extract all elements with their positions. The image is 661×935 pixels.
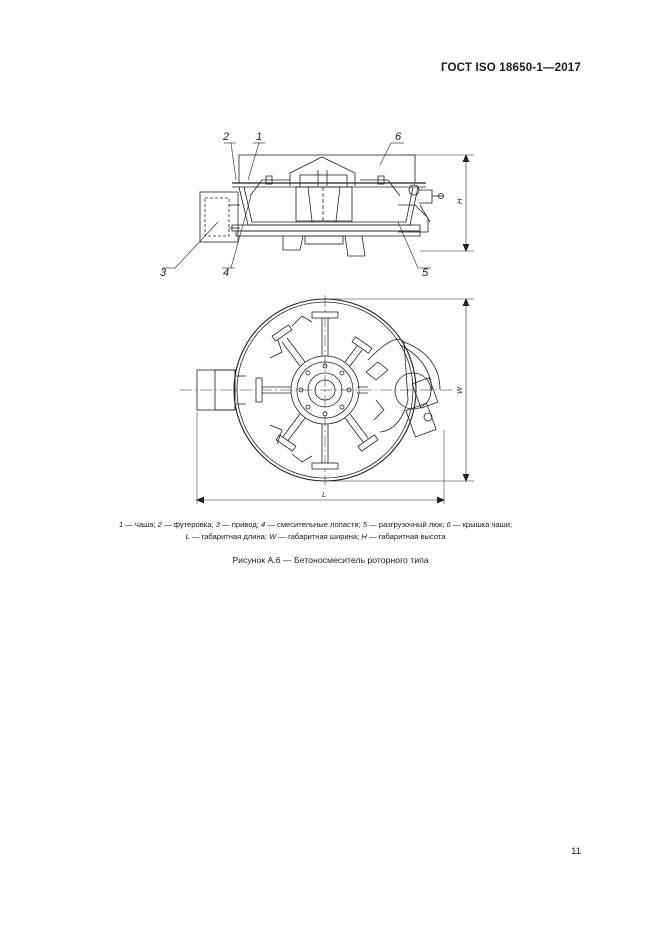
callout-1: 1 <box>256 131 263 143</box>
legend-text: — привод; <box>219 520 261 529</box>
legend-text: — габаритная длина; <box>189 532 270 541</box>
legend-num: 3 <box>215 520 220 529</box>
legend-text: — смесительные лопасти; <box>265 520 363 529</box>
legend-num: W <box>269 532 277 541</box>
legend-num: H <box>361 532 367 541</box>
legend-text: — крышка чаши; <box>450 520 513 529</box>
legend-line-2 <box>48 531 583 543</box>
figure-caption: Рисунок А.6 — Бетоносмеситель роторного типа <box>232 555 429 565</box>
callout-6: 6 <box>395 131 402 143</box>
legend-text: — чаша; <box>123 520 158 529</box>
callout-3: 3 <box>160 267 167 279</box>
side-view <box>162 143 474 268</box>
document-header: ГОСТ ISO 18650-1—2017 <box>440 62 581 74</box>
callout-4: 4 <box>223 267 230 279</box>
legend-text: — габаритная ширина; <box>276 532 362 541</box>
legend-text: — габаритная высота <box>366 532 446 541</box>
legend-text: — разгрузочный люк; <box>367 520 447 529</box>
callout-5: 5 <box>422 267 429 279</box>
legend-num: 4 <box>260 520 266 529</box>
legend-line-1 <box>48 519 583 531</box>
legend-num: 6 <box>446 520 451 529</box>
dimension-l-label: L <box>322 490 327 499</box>
legend-num: 5 <box>362 520 368 529</box>
page-number: 11 <box>571 846 581 857</box>
legend-num: 1 <box>118 520 124 529</box>
legend-num: L <box>185 532 190 541</box>
dimension-w-label: W <box>455 386 464 394</box>
figure-legend <box>48 519 583 543</box>
dimension-h-label: H <box>455 198 464 204</box>
legend-text: — футеровка; <box>161 520 216 529</box>
legend-num: 2 <box>157 520 162 529</box>
callout-2: 2 <box>223 131 230 143</box>
plan-view <box>180 295 474 504</box>
